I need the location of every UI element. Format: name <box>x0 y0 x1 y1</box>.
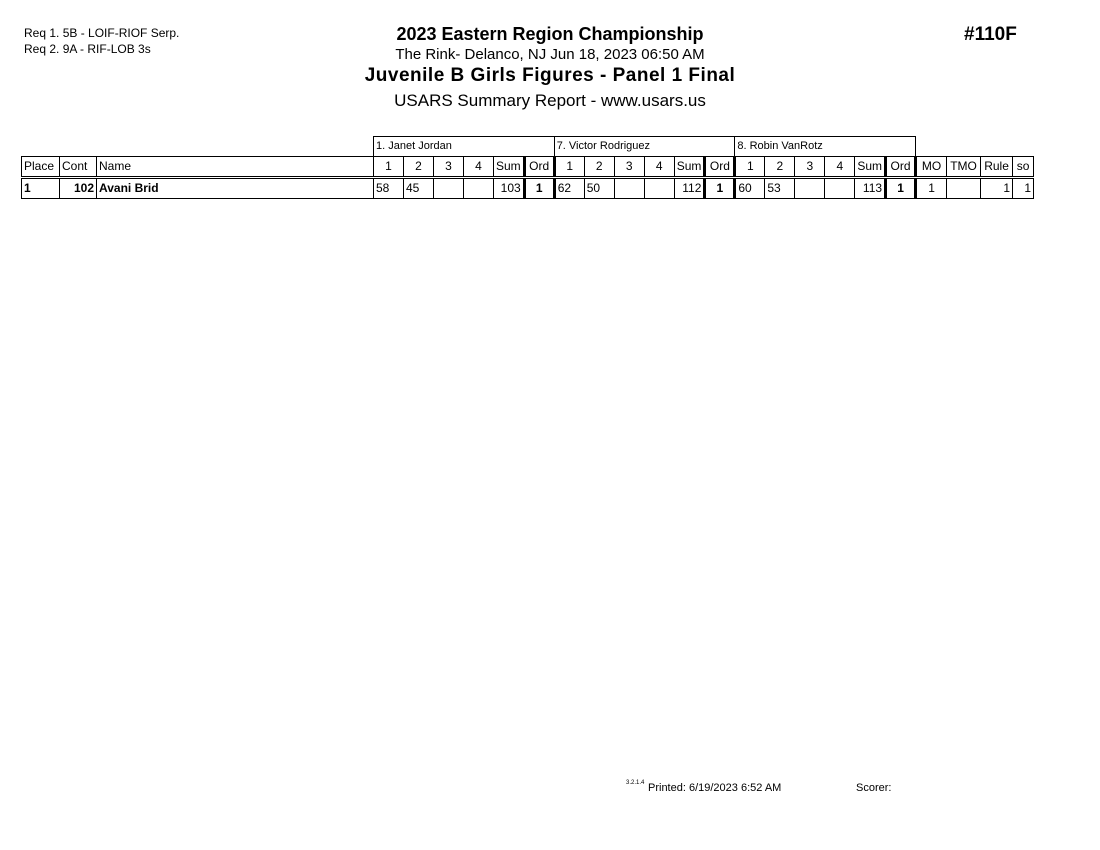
cell-j2-fig4 <box>644 178 674 199</box>
cell-rule: 1 <box>981 178 1013 199</box>
event-name: Juvenile B Girls Figures - Panel 1 Final <box>364 65 736 86</box>
header-j1-ord: Ord <box>524 157 554 178</box>
footer-printed: Printed: 6/19/2023 6:52 AM <box>648 782 782 794</box>
header-so: so <box>1013 157 1034 178</box>
header-j2-sum: Sum <box>674 157 705 178</box>
cell-j1-fig1: 58 <box>374 178 404 199</box>
cell-name: Avani Brid <box>97 178 374 199</box>
judge-spacer-right <box>916 137 1034 157</box>
cell-j3-fig3 <box>795 178 825 199</box>
venue-line: The Rink- Delanco, NJ Jun 18, 2023 06:50 AM <box>395 46 705 63</box>
header-j3-sum: Sum <box>855 157 886 178</box>
header-j3-fig1: 1 <box>735 157 765 178</box>
header-j1-fig3: 3 <box>434 157 464 178</box>
header-cont: Cont <box>60 157 97 178</box>
judge-3: 8. Robin VanRotz <box>735 137 916 157</box>
cell-j2-fig2: 50 <box>584 178 614 199</box>
cell-j3-fig4 <box>825 178 855 199</box>
cell-j1-sum: 103 <box>494 178 525 199</box>
cell-j3-sum: 113 <box>855 178 886 199</box>
cell-j2-fig3 <box>614 178 644 199</box>
results-table <box>21 136 1034 199</box>
cell-j2-fig1: 62 <box>554 178 584 199</box>
cell-mo: 1 <box>916 178 947 199</box>
cell-j3-fig1: 60 <box>735 178 765 199</box>
header-rule: Rule <box>981 157 1013 178</box>
header-j1-fig1: 1 <box>374 157 404 178</box>
header-j1-fig4: 4 <box>464 157 494 178</box>
header-j3-fig3: 3 <box>795 157 825 178</box>
cell-so: 1 <box>1013 178 1034 199</box>
requirement-1: Req 1. 5B - LOIF-RIOF Serp. <box>24 26 180 40</box>
header-tmo: TMO <box>947 157 981 178</box>
cell-j1-fig2: 45 <box>404 178 434 199</box>
cell-j3-ord: 1 <box>886 178 916 199</box>
cell-j2-ord: 1 <box>705 178 735 199</box>
header-j2-ord: Ord <box>705 157 735 178</box>
header-j3-ord: Ord <box>886 157 916 178</box>
cell-j2-sum: 112 <box>674 178 705 199</box>
header-j1-fig2: 2 <box>404 157 434 178</box>
footer-scorer: Scorer: <box>856 782 892 794</box>
event-number: #110F <box>964 24 1017 45</box>
cell-j1-fig3 <box>434 178 464 199</box>
table-row <box>22 178 1034 199</box>
judge-1: 1. Janet Jordan <box>374 137 555 157</box>
header-j2-fig3: 3 <box>614 157 644 178</box>
header-j3-fig4: 4 <box>825 157 855 178</box>
judge-2: 7. Victor Rodriguez <box>554 137 735 157</box>
requirement-2: Req 2. 9A - RIF-LOB 3s <box>24 42 151 56</box>
judge-spacer <box>22 137 374 157</box>
event-title: 2023 Eastern Region Championship <box>396 24 704 44</box>
cell-j1-fig4 <box>464 178 494 199</box>
header-row <box>22 157 1034 178</box>
cell-j1-ord: 1 <box>524 178 554 199</box>
header-mo: MO <box>916 157 947 178</box>
header-place: Place <box>22 157 60 178</box>
header-j3-fig2: 2 <box>765 157 795 178</box>
cell-place: 1 <box>22 178 60 199</box>
cell-tmo <box>947 178 981 199</box>
header-name: Name <box>97 157 374 178</box>
cell-j3-fig2: 53 <box>765 178 795 199</box>
header-j2-fig2: 2 <box>584 157 614 178</box>
header-j2-fig4: 4 <box>644 157 674 178</box>
cell-cont: 102 <box>60 178 97 199</box>
report-line: USARS Summary Report - www.usars.us <box>394 91 706 110</box>
footer-version-mark: 3.2.1.4 <box>626 780 645 786</box>
header-j1-sum: Sum <box>494 157 525 178</box>
judge-row <box>22 137 1034 157</box>
header-j2-fig1: 1 <box>554 157 584 178</box>
